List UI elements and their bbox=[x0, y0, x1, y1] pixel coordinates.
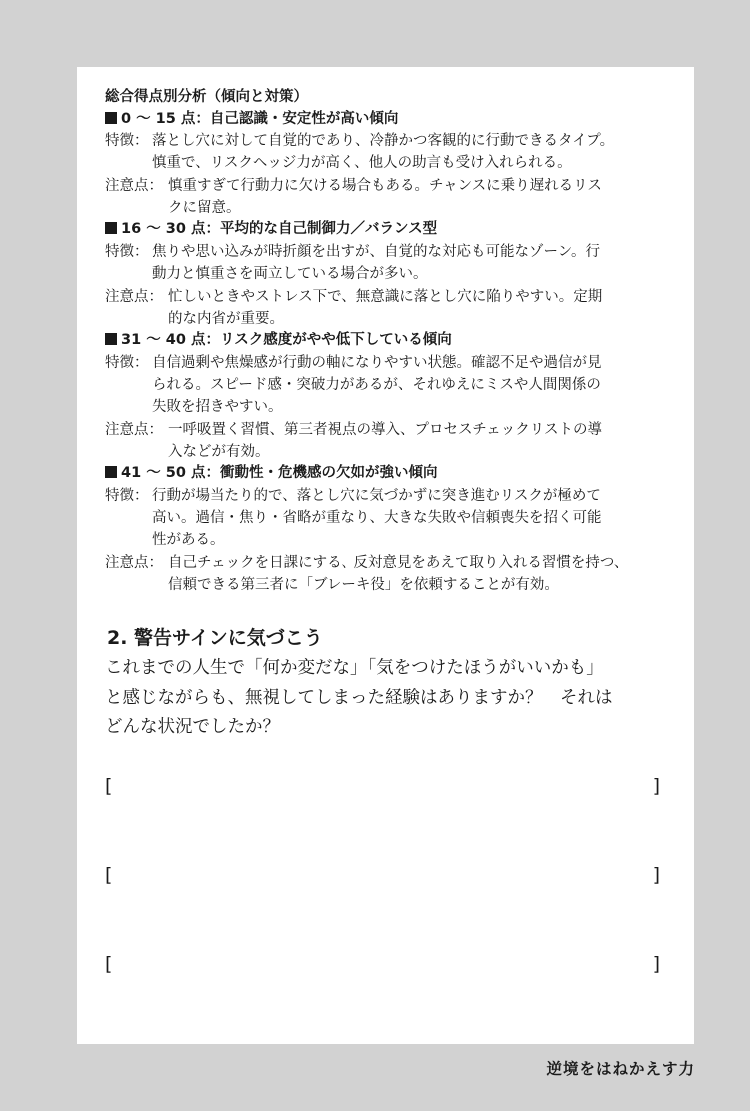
tier-feature bbox=[105, 352, 714, 419]
section-title: 総合得点別分析（傾向と対策） bbox=[105, 89, 308, 105]
text-line: 的な内省が重要。 bbox=[168, 311, 284, 328]
answer-blank[interactable] bbox=[105, 862, 660, 888]
text-line: 慎重すぎて行動力に欠ける場合もある。チャンスに乗り遅れるリス bbox=[168, 178, 602, 194]
question-text bbox=[105, 654, 670, 743]
tier-caution bbox=[105, 286, 730, 330]
text-line: 高い。過信・焦り・省略が重なり、大きな失敗や信頼喪失を招く可能 bbox=[152, 510, 602, 527]
bracket-open: [ bbox=[105, 775, 113, 797]
text-line: 信頼できる第三者に「ブレーキ役」を依頼することが有効。 bbox=[168, 577, 559, 594]
text-line: 一呼吸置く習慣、第三者視点の導入、プロセスチェックリストの導 bbox=[168, 422, 602, 438]
square-bullet-icon bbox=[105, 222, 117, 234]
text-line: 自信過剰や焦燥感が行動の軸になりやすい状態。確認不足や過信が見 bbox=[152, 355, 602, 371]
bracket-open: [ bbox=[105, 864, 113, 886]
square-bullet-icon bbox=[105, 333, 117, 345]
tier-heading: 0 ～ 15 点：自己認識・安定性が高い傾向 bbox=[105, 109, 398, 129]
text-line: 自己チェックを日課にする､ 反対意見をあえて取り入れる習慣を持つ、 bbox=[168, 555, 629, 571]
text-line: これまでの人生で「何か変だな」「気をつけたほうがいいかも」 bbox=[105, 658, 604, 678]
text-line: 入などが有効。 bbox=[168, 444, 270, 461]
tier-feature bbox=[105, 241, 714, 285]
book-title-footer: 逆境をはねかえす力 bbox=[546, 1060, 695, 1078]
text-line: 焦りや思い込みが時折顔を出すが、自覚的な対応も可能なゾーン。行 bbox=[152, 244, 601, 260]
caution-label: 注意点： bbox=[105, 178, 163, 194]
question-title: 2. 警告サインに気づこう bbox=[107, 627, 323, 649]
text-line: と感じながらも、無視してしまった経験はありますか？ それは bbox=[105, 687, 613, 708]
answer-blank[interactable] bbox=[105, 951, 660, 977]
square-bullet-icon bbox=[105, 466, 117, 478]
tier-feature bbox=[105, 485, 714, 552]
text-line: 動力と慎重さを両立している場合が多い。 bbox=[152, 266, 428, 283]
caution-label: 注意点： bbox=[105, 422, 163, 438]
bracket-open: [ bbox=[105, 953, 113, 975]
text-line: クに留意。 bbox=[168, 200, 241, 217]
tier-caution bbox=[105, 552, 730, 596]
tier-heading: 41 ～ 50 点：衝動性・危機感の欠如が強い傾向 bbox=[105, 463, 438, 483]
bracket-close: ] bbox=[652, 953, 660, 975]
worksheet-page bbox=[77, 67, 694, 1044]
text-line: 失敗を招きやすい。 bbox=[152, 399, 283, 416]
caution-label: 注意点： bbox=[105, 555, 163, 571]
feature-label: 特徴： bbox=[105, 488, 149, 504]
tier-heading: 16 ～ 30 点：平均的な自己制御力／バランス型 bbox=[105, 219, 437, 239]
tier-heading: 31 ～ 40 点：リスク感度がやや低下している傾向 bbox=[105, 330, 452, 350]
square-bullet-icon bbox=[105, 112, 117, 124]
text-line: 落とし穴に対して自覚的であり、冷静かつ客観的に行動できるタイプ。 bbox=[152, 133, 615, 149]
tier-caution bbox=[105, 419, 730, 463]
feature-label: 特徴： bbox=[105, 244, 149, 260]
text-line: られる。スピード感・突破力があるが、それゆえにミスや人間関係の bbox=[152, 377, 601, 394]
text-line: 慎重で、リスクヘッジ力が高く、他人の助言も受け入れられる。 bbox=[152, 155, 572, 172]
text-line: 性がある。 bbox=[152, 532, 225, 549]
tier-caution bbox=[105, 175, 730, 219]
tier-feature bbox=[105, 130, 714, 174]
feature-label: 特徴： bbox=[105, 133, 149, 149]
bracket-close: ] bbox=[652, 775, 660, 797]
feature-label: 特徴： bbox=[105, 355, 149, 371]
text-line: 忙しいときやストレス下で、無意識に落とし穴に陥りやすい。定期 bbox=[168, 289, 603, 305]
caution-label: 注意点： bbox=[105, 289, 163, 305]
answer-blank[interactable] bbox=[105, 773, 660, 799]
bracket-close: ] bbox=[652, 864, 660, 886]
text-line: 行動が場当たり的で、落とし穴に気づかずに突き進むリスクが極めて bbox=[152, 488, 601, 504]
text-line: どんな状況でしたか？ bbox=[105, 717, 280, 737]
